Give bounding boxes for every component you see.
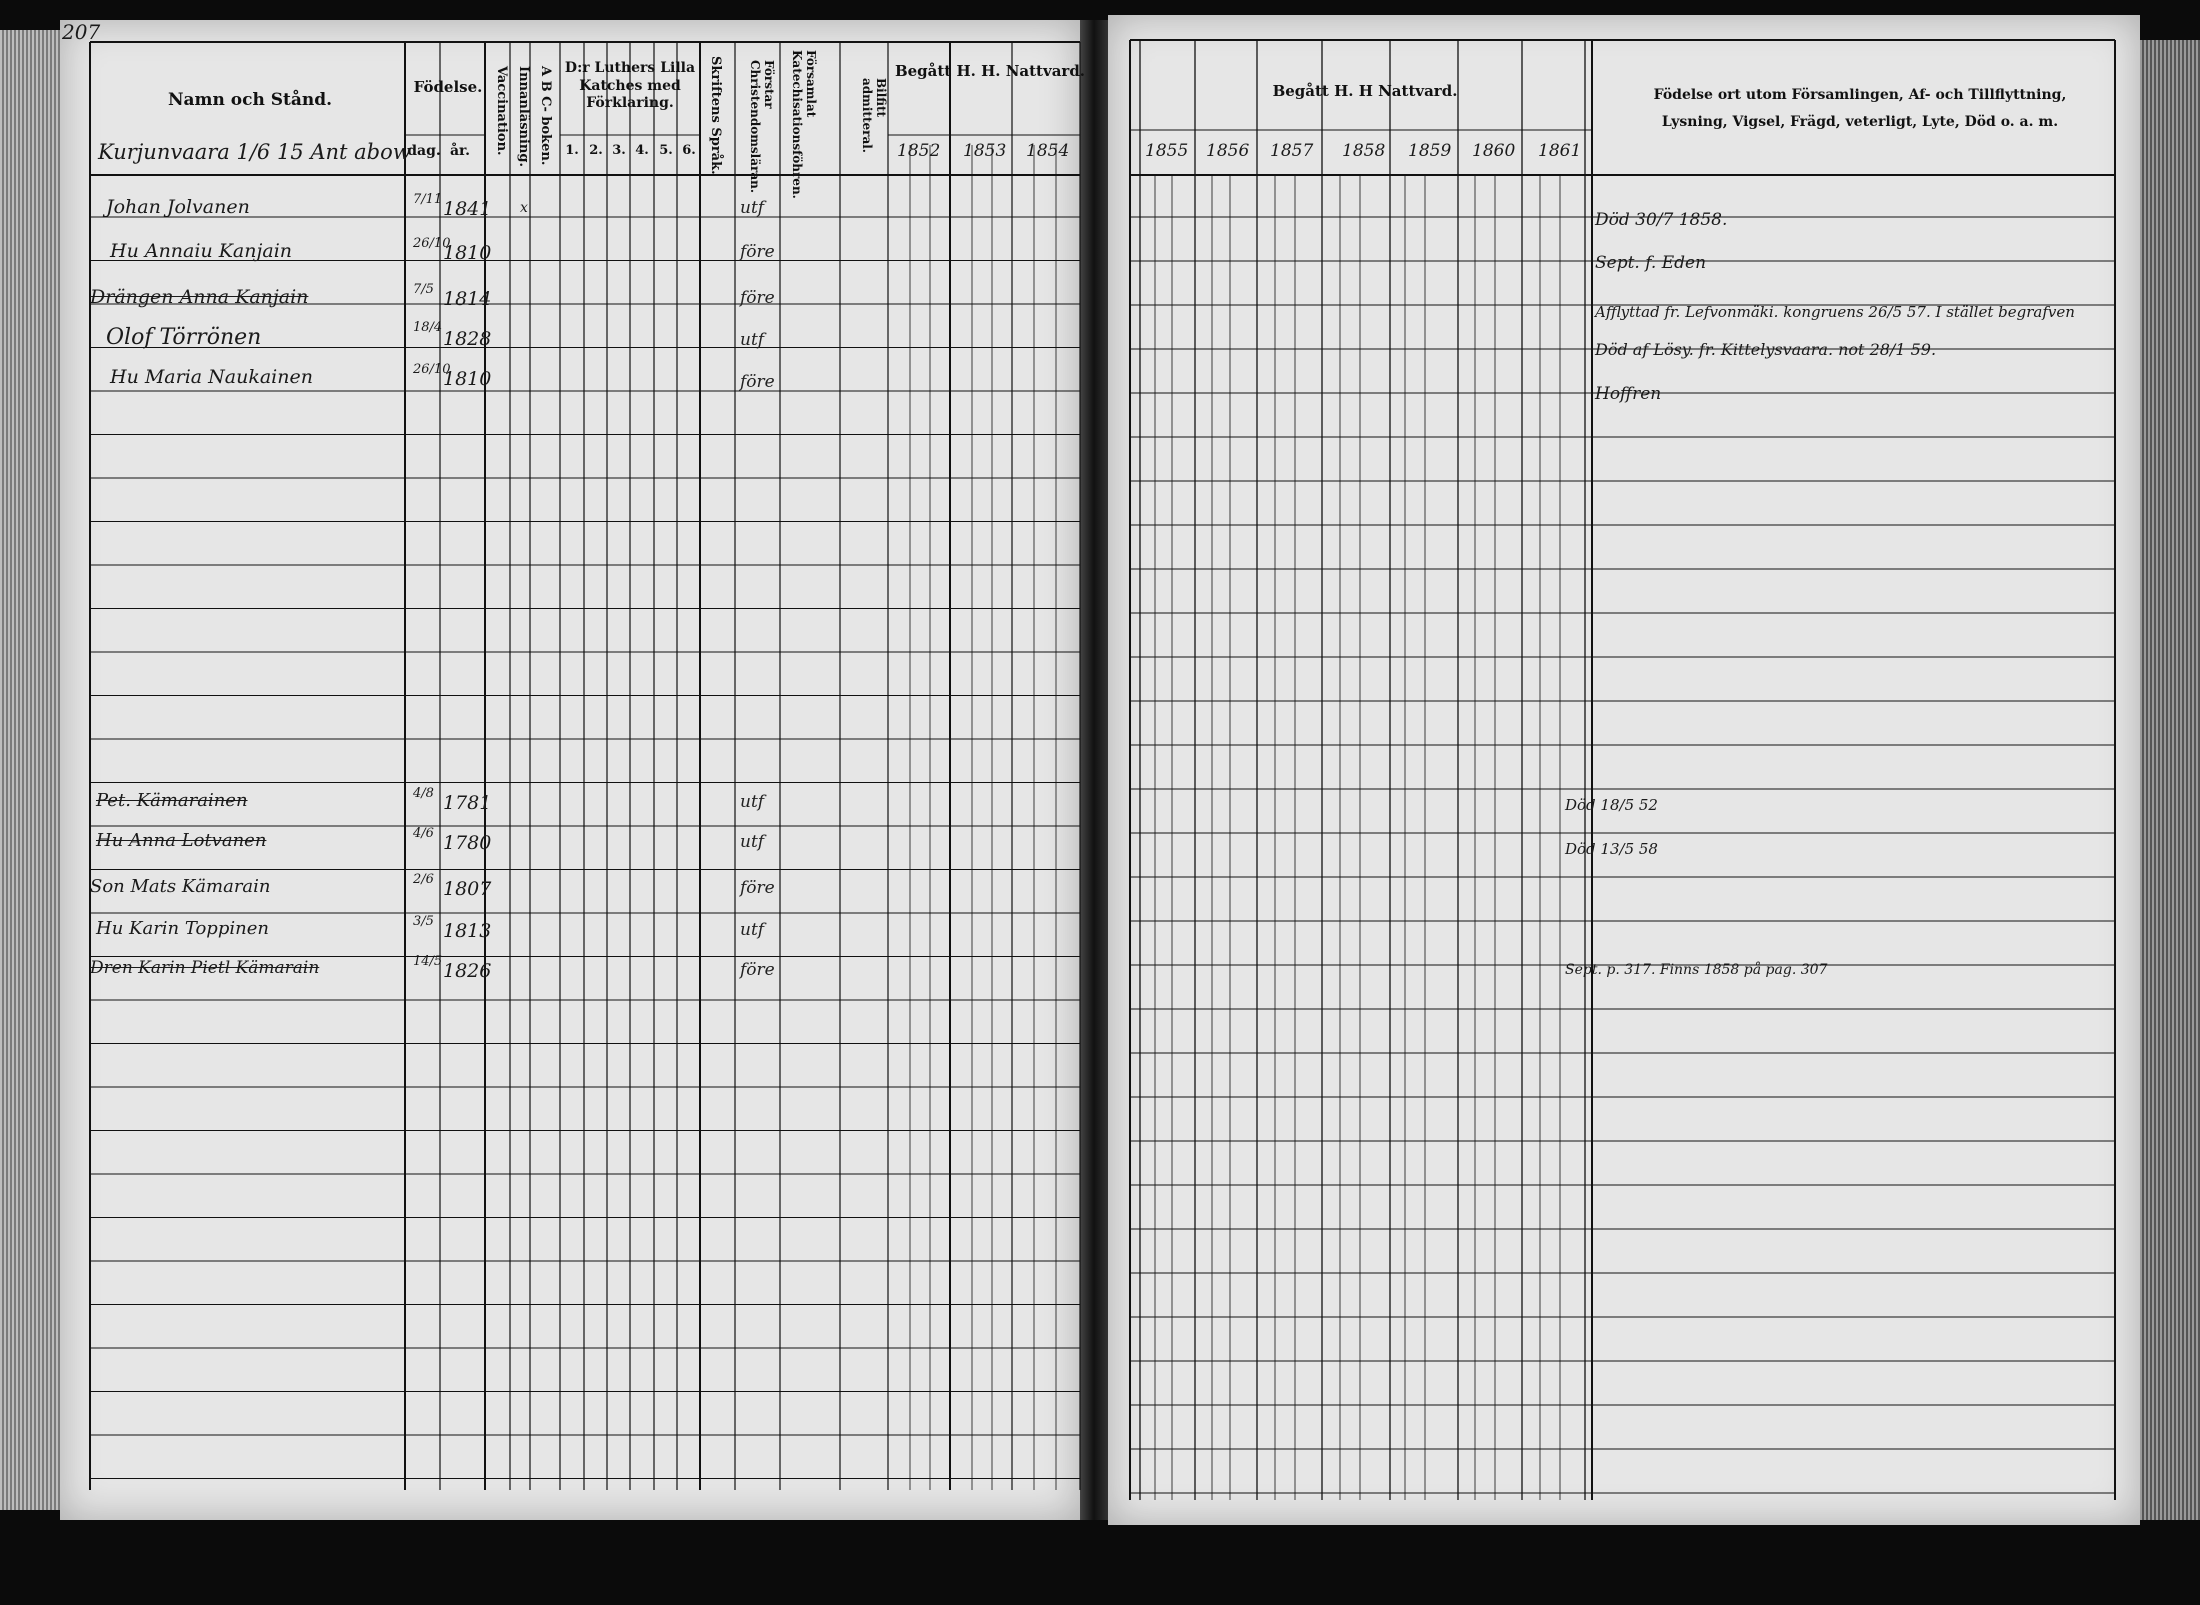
- mark-utf: utf: [740, 792, 765, 812]
- birth-year: 1828: [443, 328, 492, 350]
- birth-year: 1781: [443, 792, 492, 814]
- year-1852: 1852: [897, 141, 941, 161]
- note: Sept. p. 317. Finns 1858 på pag. 307: [1565, 962, 1828, 978]
- person-name: Pet. Kämarainen: [96, 790, 248, 811]
- header-dag: dag.: [407, 143, 441, 159]
- mark-fore: före: [740, 242, 775, 262]
- year-1857: 1857: [1270, 141, 1314, 161]
- birth-day: 4/6: [413, 826, 434, 841]
- person-name: Hu Anna Lotvanen: [96, 830, 267, 851]
- year-1854: 1854: [1026, 141, 1070, 161]
- birth-day: 14/5: [413, 954, 443, 969]
- birth-day: 3/5: [413, 914, 434, 929]
- mark-utf: utf: [740, 198, 765, 218]
- house-title: Kurjunvaara 1/6 15 Ant abow: [98, 140, 411, 164]
- mark-fore: före: [740, 288, 775, 308]
- birth-year: 1826: [443, 960, 492, 982]
- header-begatt-right: Begått H. H Nattvard.: [1272, 82, 1458, 100]
- birth-day: 7/5: [413, 282, 434, 297]
- mark-utf: utf: [740, 330, 765, 350]
- note: Död af Lösy. fr. Kittelysvaara. not 28/1 59.: [1595, 340, 1937, 359]
- birth-year: 1807: [443, 878, 492, 900]
- kat-num-1: 1.: [565, 143, 579, 158]
- person-name: Drängen Anna Kanjain: [90, 286, 309, 308]
- year-1856: 1856: [1206, 141, 1250, 161]
- person-name: Dren Karin Pietl Kämarain: [90, 958, 320, 978]
- header-bilfitt: Bilfitt admitteral.: [860, 78, 888, 153]
- mark-fore: före: [740, 372, 775, 392]
- year-1859: 1859: [1408, 141, 1452, 161]
- kat-num-2: 2.: [589, 143, 603, 158]
- birth-day: 26/10: [413, 362, 451, 377]
- header-forsamlat: Församlat Katechisationsföhren.: [790, 50, 818, 199]
- note: Afflyttad fr. Lefvonmäki. kongruens 26/5 57. I stället begrafven: [1595, 303, 2075, 321]
- header-begatt-left: Begått H. H. Nattvard.: [894, 62, 1086, 80]
- header-skriftens: Skriftens Språk.: [708, 56, 723, 175]
- person-name: Hu Karin Toppinen: [96, 918, 269, 939]
- birth-day: 2/6: [413, 872, 434, 887]
- header-fodelse: Födelse.: [413, 78, 483, 96]
- person-name: Hu Annaiu Kanjain: [110, 240, 293, 262]
- header-forstar: Förstar Christendomsläran.: [748, 60, 776, 193]
- mark-utf: utf: [740, 920, 765, 940]
- birth-day: 18/4: [413, 320, 443, 335]
- header-katekes: D:r Luthers Lilla Katches med Förklaring.: [564, 60, 696, 111]
- year-1853: 1853: [963, 141, 1007, 161]
- header-notes: Födelse ort utom Församlingen, Af- och Tillflyttning, Lysning, Vigsel, Frägd, veterligt, Lyte, Död o. a. m.: [1653, 87, 2067, 130]
- year-1860: 1860: [1472, 141, 1516, 161]
- mark-fore: före: [740, 878, 775, 898]
- header-namn: Namn och Stånd.: [167, 90, 333, 110]
- header-ar: år.: [449, 143, 471, 159]
- note: Död 30/7 1858.: [1595, 210, 1728, 230]
- note: Hoffren: [1595, 384, 1662, 404]
- birth-year: 1813: [443, 920, 492, 942]
- birth-day: 26/10: [413, 236, 451, 251]
- kat-num-3: 3.: [612, 143, 626, 158]
- birth-year: 1841: [443, 198, 492, 220]
- mark-fore: före: [740, 960, 775, 980]
- person-name: Olof Törrönen: [106, 325, 262, 350]
- mark-x: x: [520, 200, 540, 216]
- person-name: Johan Jolvanen: [106, 196, 250, 218]
- kat-num-5: 5.: [659, 143, 673, 158]
- birth-day: 4/8: [413, 786, 434, 801]
- birth-year: 1780: [443, 832, 492, 854]
- note: Död 18/5 52: [1565, 796, 1658, 814]
- birth-year: 1810: [443, 368, 492, 390]
- birth-year: 1814: [443, 288, 492, 310]
- year-1858: 1858: [1342, 141, 1386, 161]
- year-1861: 1861: [1538, 141, 1582, 161]
- birth-year: 1810: [443, 242, 492, 264]
- kat-num-6: 6.: [682, 143, 696, 158]
- person-name: Hu Maria Naukainen: [110, 366, 313, 388]
- kat-num-4: 4.: [635, 143, 649, 158]
- mark-utf: utf: [740, 832, 765, 852]
- page-number: 207: [62, 20, 101, 44]
- year-1855: 1855: [1145, 141, 1189, 161]
- header-abc: A B C- boken.: [538, 66, 553, 166]
- birth-day: 7/11: [413, 192, 443, 207]
- header-innanlasning: Innanläsning.: [516, 66, 531, 167]
- note: Sept. f. Eden: [1595, 253, 1707, 273]
- person-name: Son Mats Kämarain: [90, 876, 271, 897]
- note: Död 13/5 58: [1565, 840, 1658, 858]
- header-vaccination: Vaccination.: [494, 66, 509, 156]
